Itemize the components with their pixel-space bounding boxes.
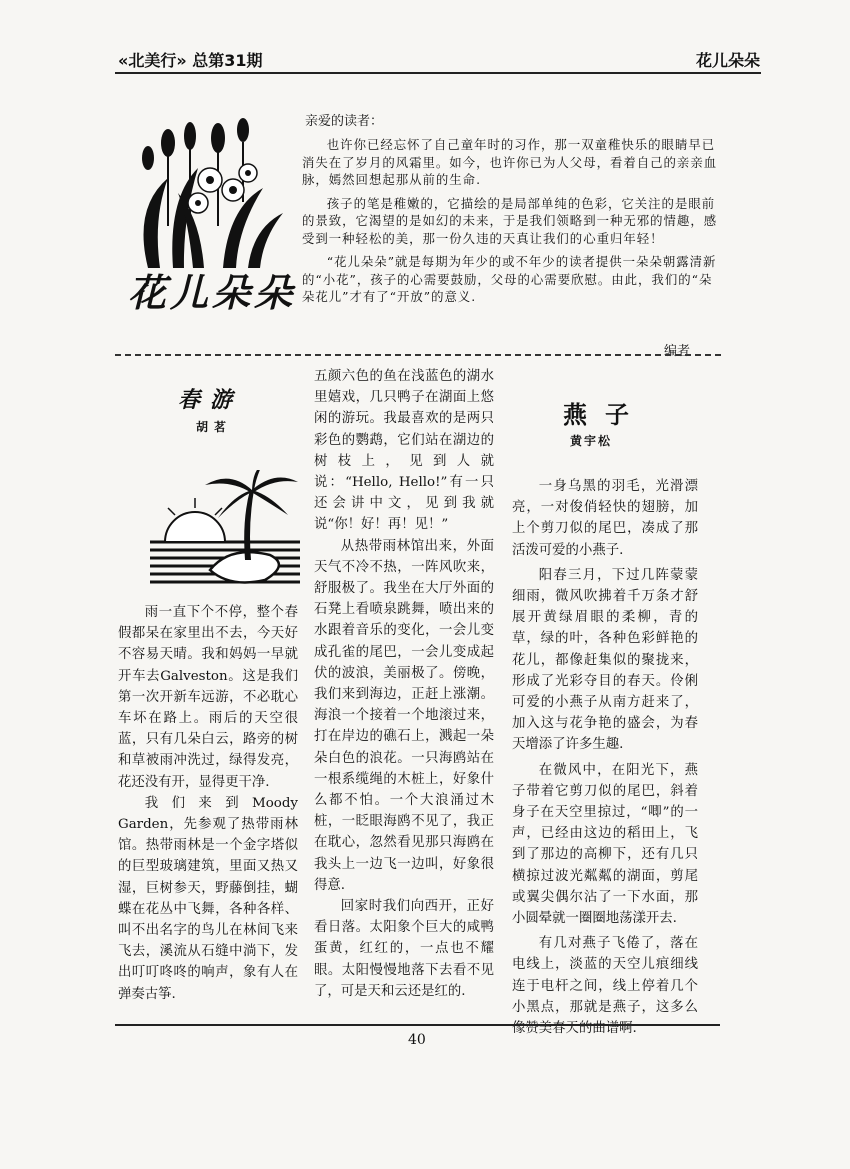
intro-text	[302, 136, 722, 312]
article-paragraph: 回家时我们向西开，正好看日落。太阳象个巨大的咸鸭蛋黄，红红的，一点也不耀眼。太阳慢慢地落下去看不见了，可是天和云还是红的.	[314, 899, 494, 999]
intro-paragraph: “花儿朵朵”就是每期为年少的或不年少的读者提供一朵朵朝露清新的“小花”，孩子的心需要鼓励，父母的心需要欣慰。由此，我们的“朵朵花儿”才有了“开放”的意义.	[302, 254, 717, 304]
article1-column1	[118, 602, 298, 1005]
intro-greeting: 亲爱的读者：	[305, 114, 384, 129]
intro-paragraph: 也许你已经忘怀了自己童年时的习作，那一双童稚快乐的眼睛早已消失在了岁月的风霜里。如今，也许你已为人父母，看着自己的亲亲血脉，嫣然回想起那从前的生命.	[302, 137, 718, 187]
article1-column2	[314, 366, 494, 1002]
header-rule	[115, 72, 761, 74]
footer-rule	[115, 1024, 720, 1026]
section-divider	[115, 354, 721, 356]
article-paragraph: 一身乌黑的羽毛，光滑漂亮，一对俊俏轻快的翅膀，加上个剪刀似的尾巴，凑成了那活泼可爱的小燕子.	[512, 479, 698, 558]
article2-author: 黄宇松	[570, 434, 613, 448]
intro-paragraph: 孩子的笔是稚嫩的，它描绘的是局部单纯的色彩，它关注的是眼前的景致，它渴望的是如幻的未来，于是我们领略到一种无邪的情趣，感受到一种轻松的美，那一份久违的天真让我们的心重归年轻！	[302, 195, 718, 246]
article-paragraph: 五颜六色的鱼在浅蓝色的湖水里嬉戏，几只鸭子在湖面上悠闲的游玩。我最喜欢的是两只彩色的鹦鹉，它们站在湖边的树枝上，见到人就说：“Hello, Hello!”有一只还会讲中文，见到我就说“你！好！再！见！”	[314, 369, 494, 533]
section-name: 花儿朵朵	[695, 51, 760, 70]
flowers-illustration	[128, 118, 288, 268]
palm-island-sunset-illustration	[150, 470, 300, 595]
intro-signature: 编者	[664, 344, 691, 359]
article-paragraph: 我们来到Moody Garden，先参观了热带雨林馆。热带雨林是一个金字塔似的巨型玻璃建筑，里面又热又湿，巨树参天，野藤倒挂，蝴蝶在花丛中飞舞，各种各样、叫不出名字的鸟儿在林间飞来飞去，溪流从石缝中淌下，发出叮叮咚咚的响声，象有人在弹奏古筝.	[118, 795, 298, 1002]
magazine-issue: «北美行» 总第31期	[118, 51, 263, 70]
article-paragraph: 阳春三月，下过几阵蒙蒙细雨，微风吹拂着千万条才舒展开黄绿眉眼的柔柳，青的草，绿的叶，各种色彩鲜艳的花儿，都像赶集似的聚拢来，形成了光彩夺目的春天。伶俐可爱的小燕子从南方赶来了，加入这与花争艳的盛会，为春天增添了许多生趣.	[512, 567, 698, 753]
article-paragraph: 雨一直下个不停，整个春假都呆在家里出不去，今天好不容易天晴。我和妈妈一早就开车去Galveston。这是我们第一次开新车远游，不必耽心车坏在路上。雨后的天空很蓝，只有几朵白云，路旁的树和草被雨冲洗过，绿得发亮，花还没有开，显得更干净.	[118, 605, 298, 790]
logo-title: 花儿朵朵	[128, 270, 297, 315]
article2-title: 燕子	[563, 400, 647, 429]
article-paragraph: 有几对燕子飞倦了，落在电线上，淡蓝的天空儿痕细线连于电杆之间，线上停着几个小黑点，那就是燕子，这多么像赞美春天的曲谱啊.	[512, 936, 698, 1037]
article1-title: 春游	[178, 387, 243, 413]
page-number: 40	[408, 1032, 426, 1048]
article1-author: 胡茗	[196, 420, 233, 434]
article-paragraph: 从热带雨林馆出来，外面天气不冷不热，一阵风吹来，舒服极了。我坐在大厅外面的石凳上看喷泉跳舞，喷出来的水跟着音乐的变化，一会儿变成孔雀的尾巴，一会儿变成起伏的波浪，美丽极了。傍晚，我们来到海边，正赶上涨潮。海浪一个接着一个地滚过来，打在岸边的礁石上，溅起一朵朵白色的浪花。一只海鸥站在一根系缆绳的木桩上，好象什么都不怕。一个大浪涌过木桩，一眨眼海鸥不见了，我正在耽心，忽然看见那只海鸥在我头上一边飞一边叫，好象很得意.	[314, 538, 494, 893]
article-paragraph: 在微风中，在阳光下，燕子带着它剪刀似的尾巴，斜着身子在天空里掠过，“唧”的一声，已经由这边的稻田上，飞到了那边的高柳下，还有几只横掠过波光粼粼的湖面，剪尾或翼尖偶尔沾了一下水面，那小圆晕就一圈圈地荡漾开去.	[512, 762, 698, 927]
article2-body	[512, 476, 698, 1043]
